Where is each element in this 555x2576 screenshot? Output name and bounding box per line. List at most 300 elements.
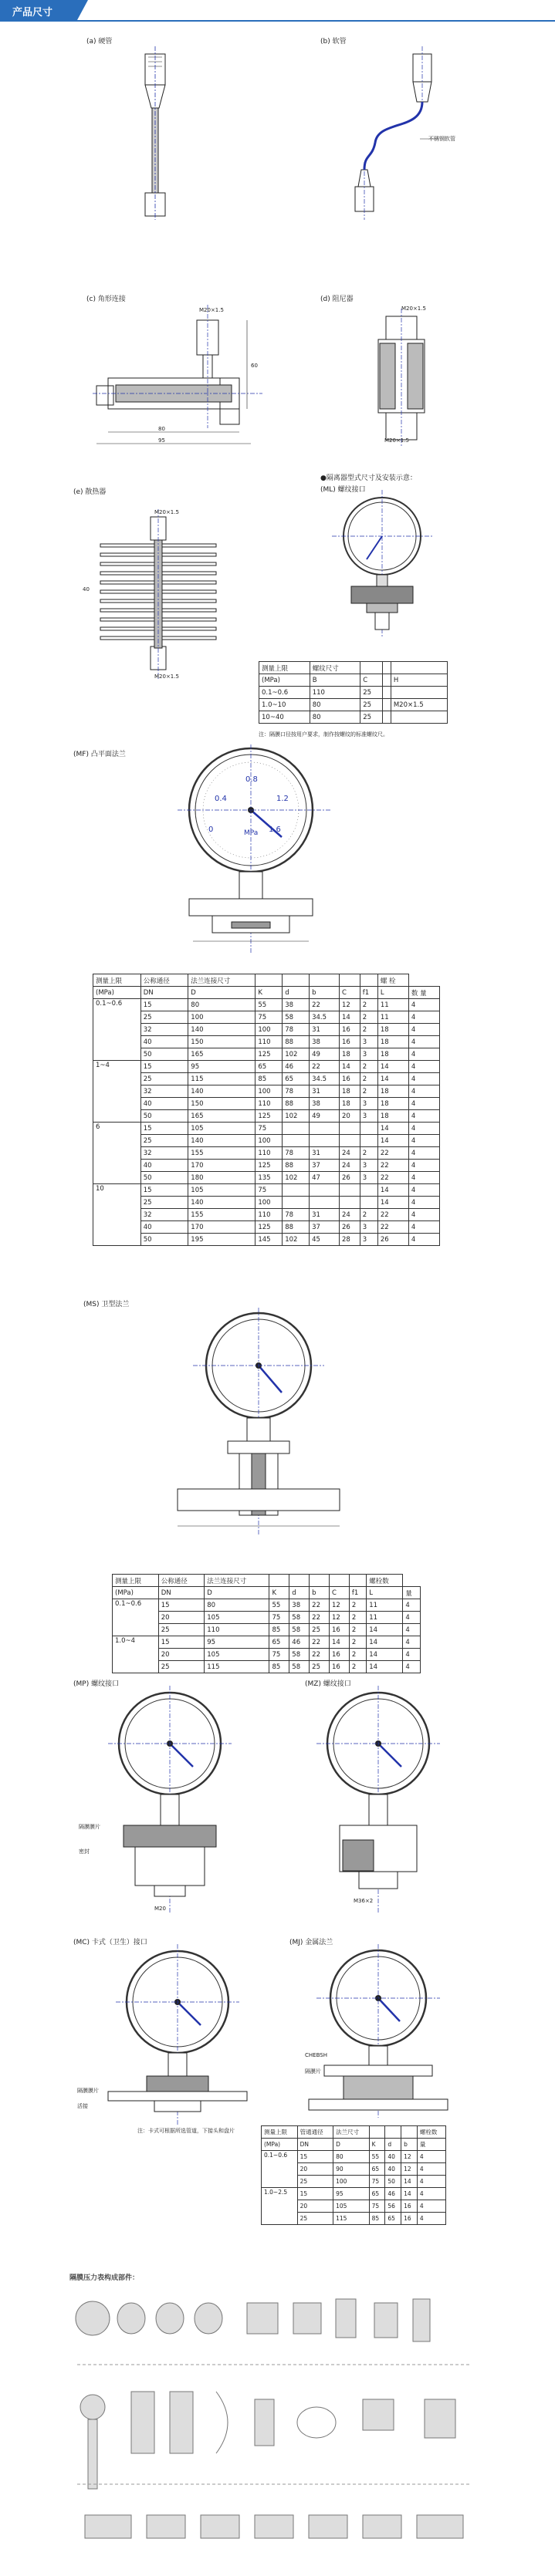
table-cell: [382, 674, 391, 687]
table-cell: 15: [158, 1636, 205, 1649]
table-cell: 4: [417, 2200, 445, 2213]
table-cell: 15: [140, 1123, 188, 1135]
table-cell: 110: [256, 1147, 283, 1160]
table-cell: 公称通径: [140, 974, 188, 987]
table-cell: 4: [403, 1636, 421, 1649]
table-cell: 34.5: [310, 1073, 340, 1085]
caption-ms: (MS) 卫型法兰: [83, 1301, 130, 1308]
table-cell: K: [369, 2139, 385, 2151]
table-cell: 58: [283, 1011, 310, 1024]
mj-gauge-drawing: [309, 1948, 448, 2125]
table-cell: [339, 1123, 360, 1135]
table-cell: 46: [289, 1636, 310, 1649]
table-cell: 80: [310, 711, 360, 724]
table-cell: 1.0~10: [259, 699, 310, 711]
table-cell: 16: [339, 1073, 360, 1085]
table-cell: 150: [188, 1098, 256, 1110]
mz-gauge-drawing: [316, 1690, 440, 1921]
table-cell: 3: [360, 1048, 377, 1061]
table-cell: 37: [310, 1221, 340, 1234]
table-cell: [360, 662, 382, 674]
table-row: [93, 1147, 440, 1160]
table-cell: 15: [140, 1061, 188, 1073]
table-cell: 75: [269, 1612, 289, 1624]
table-cell: 22: [377, 1172, 408, 1184]
table-cell: 4: [417, 2188, 445, 2200]
table-cell: L: [377, 987, 408, 999]
table-cell: 25: [140, 1011, 188, 1024]
table-cell: 40: [140, 1036, 188, 1048]
table-cell: 法兰连接尺寸: [205, 1575, 269, 1587]
table-cell: 1.0~2.5: [262, 2188, 298, 2225]
table-cell: 165: [188, 1048, 256, 1061]
table-cell: 31: [310, 1085, 340, 1098]
table-cell: M20×1.5: [391, 699, 447, 711]
table-cell: 110: [205, 1624, 269, 1636]
table-cell: 18: [377, 1085, 408, 1098]
table-row: [262, 2126, 446, 2139]
table-cell: 4: [408, 1160, 439, 1172]
table-cell: (MPa): [113, 1587, 159, 1599]
mj-table: [261, 2125, 446, 2225]
table-cell: 4: [408, 1011, 439, 1024]
table-cell: 螺纹尺寸: [310, 662, 360, 674]
table-cell: 50: [140, 1110, 188, 1123]
table-cell: 2: [349, 1649, 366, 1661]
table-cell: 135: [256, 1172, 283, 1184]
angle-connection-drawing: [93, 305, 270, 451]
table-cell: 40: [140, 1160, 188, 1172]
table-cell: 25: [360, 699, 382, 711]
table-row: [262, 2151, 446, 2163]
table-cell: 105: [205, 1649, 269, 1661]
mf-gauge-unit: MPa: [244, 829, 259, 837]
table-cell: 31: [310, 1024, 340, 1036]
table-cell: 4: [408, 1147, 439, 1160]
table-cell: 14: [367, 1649, 403, 1661]
table-row: [113, 1587, 421, 1599]
table-cell: 法兰连接尺寸: [188, 974, 256, 987]
ms-gauge-drawing: [185, 1312, 371, 1543]
table-cell: 1~4: [93, 1061, 141, 1123]
table-cell: 100: [333, 2176, 369, 2188]
table-cell: 12: [330, 1612, 350, 1624]
table-cell: 40: [140, 1221, 188, 1234]
table-row: [93, 1172, 440, 1184]
table-cell: 25: [360, 711, 382, 724]
table-cell: 75: [369, 2176, 385, 2188]
table-cell: 22: [377, 1209, 408, 1221]
table-cell: 49: [310, 1048, 340, 1061]
table-cell: 25: [140, 1073, 188, 1085]
table-cell: 18: [377, 1098, 408, 1110]
table-cell: 78: [283, 1024, 310, 1036]
table-cell: 110: [256, 1209, 283, 1221]
mp-label-a: 隔膜膜片: [79, 1824, 100, 1830]
table-cell: 2: [349, 1624, 366, 1636]
table-cell: D: [205, 1587, 269, 1599]
table-row: [93, 1135, 440, 1147]
table-cell: K: [269, 1587, 289, 1599]
mj-label-a: CHEBSH: [305, 2052, 327, 2058]
table-cell: 26: [339, 1172, 360, 1184]
table-cell: 32: [140, 1209, 188, 1221]
table-cell: 78: [283, 1085, 310, 1098]
table-cell: 3: [360, 1221, 377, 1234]
table-cell: 4: [408, 1184, 439, 1197]
table-cell: 3: [360, 1098, 377, 1110]
table-cell: b: [401, 2139, 418, 2151]
table-cell: 45: [310, 1234, 340, 1246]
table-cell: 14: [377, 1123, 408, 1135]
table-cell: [330, 1575, 350, 1587]
table-cell: 32: [140, 1024, 188, 1036]
table-cell: 80: [333, 2151, 369, 2163]
table-cell: 4: [408, 1110, 439, 1123]
table-cell: [310, 1135, 340, 1147]
table-cell: 170: [188, 1160, 256, 1172]
table-cell: 75: [369, 2200, 385, 2213]
table-cell: 50: [140, 1234, 188, 1246]
table-row: [93, 1011, 440, 1024]
caption-c: (c) 角形连接: [86, 295, 126, 303]
table-cell: 165: [188, 1110, 256, 1123]
table-cell: 4: [417, 2213, 445, 2225]
table-cell: 20: [297, 2200, 333, 2213]
table-cell: 4: [403, 1624, 421, 1636]
table-cell: 50: [140, 1048, 188, 1061]
table-cell: L: [367, 1587, 403, 1599]
table-row: [93, 1036, 440, 1048]
table-cell: 115: [333, 2213, 369, 2225]
hard-pipe-drawing: [131, 46, 185, 220]
caption-mp: (MP) 螺纹接口: [73, 1680, 120, 1688]
table-cell: 58: [289, 1624, 310, 1636]
table-row: [93, 987, 440, 999]
table-cell: 25: [140, 1135, 188, 1147]
table-cell: 螺 栓: [377, 974, 408, 987]
table-cell: 0.1~0.6: [93, 999, 141, 1061]
table-cell: 14: [367, 1661, 403, 1673]
table-cell: 100: [256, 1197, 283, 1209]
note-title: ●隔离器型式尺寸及安装示意：: [320, 474, 417, 482]
table-cell: [360, 1184, 377, 1197]
table-cell: 78: [283, 1147, 310, 1160]
table-cell: [382, 699, 391, 711]
table-cell: 22: [310, 999, 340, 1011]
table-cell: 125: [256, 1110, 283, 1123]
table-cell: 10~40: [259, 711, 310, 724]
table-cell: 12: [339, 999, 360, 1011]
table-cell: 25: [158, 1624, 205, 1636]
table-cell: 40: [385, 2151, 401, 2163]
table-cell: [369, 2126, 385, 2139]
table-row: [113, 1661, 421, 1673]
table-cell: 140: [188, 1197, 256, 1209]
table-cell: 46: [283, 1061, 310, 1073]
radiator-drawing: [93, 517, 224, 671]
table-cell: 85: [269, 1624, 289, 1636]
table-cell: 0.1~0.6: [259, 687, 310, 699]
table-cell: [391, 662, 447, 674]
table-cell: 88: [283, 1098, 310, 1110]
table-cell: 88: [283, 1036, 310, 1048]
table-row: [93, 1024, 440, 1036]
table-cell: 18: [339, 1048, 360, 1061]
table-cell: 18: [377, 1110, 408, 1123]
table-cell: 40: [140, 1098, 188, 1110]
mf-gauge-n3: 1.2: [276, 795, 289, 803]
table-cell: 25: [310, 1624, 330, 1636]
table-cell: 18: [339, 1098, 360, 1110]
mp-label-b: 密封: [79, 1848, 90, 1855]
table-cell: [391, 687, 447, 699]
table-cell: 75: [269, 1649, 289, 1661]
table-cell: 50: [385, 2176, 401, 2188]
table-cell: [310, 1575, 330, 1587]
table-cell: 25: [297, 2176, 333, 2188]
hose-label: 不锈钢软管: [428, 136, 455, 142]
table-cell: [339, 1197, 360, 1209]
page-header: [0, 0, 555, 22]
table-cell: 20: [297, 2163, 333, 2176]
table-cell: 14: [401, 2176, 418, 2188]
table-cell: 22: [310, 1636, 330, 1649]
table-cell: 14: [377, 1135, 408, 1147]
table-cell: [339, 1135, 360, 1147]
table-cell: 4: [408, 1221, 439, 1234]
table-cell: [382, 711, 391, 724]
table-cell: 11: [367, 1612, 403, 1624]
table-cell: 量: [417, 2139, 445, 2151]
table-cell: 25: [158, 1661, 205, 1673]
table-cell: H: [391, 674, 447, 687]
table-row: [93, 999, 440, 1011]
table-cell: 55: [256, 999, 283, 1011]
table-cell: 38: [310, 1098, 340, 1110]
mf-table: [93, 974, 440, 1246]
table-cell: [360, 1135, 377, 1147]
table-cell: 测量上限: [262, 2126, 298, 2139]
table-row: [259, 711, 448, 724]
table-cell: 4: [408, 999, 439, 1011]
table-cell: 螺栓数: [417, 2126, 445, 2139]
caption-mz: (MZ) 螺纹接口: [305, 1680, 351, 1688]
table-cell: 88: [283, 1221, 310, 1234]
table-cell: 14: [339, 1061, 360, 1073]
table-cell: 140: [188, 1135, 256, 1147]
table-cell: [339, 974, 360, 987]
table-cell: 32: [140, 1085, 188, 1098]
caption-d: (d) 阻尼器: [320, 295, 354, 303]
table-cell: 16: [330, 1661, 350, 1673]
table-row: [93, 1160, 440, 1172]
table-cell: [349, 1575, 366, 1587]
table-cell: 4: [408, 1048, 439, 1061]
table-cell: 100: [256, 1135, 283, 1147]
table-cell: 102: [283, 1110, 310, 1123]
table-cell: 2: [349, 1661, 366, 1673]
table-cell: 34.5: [310, 1011, 340, 1024]
table-cell: 螺栓数: [367, 1575, 403, 1587]
table-cell: 55: [269, 1599, 289, 1612]
table-cell: 11: [377, 999, 408, 1011]
table-cell: 20: [158, 1649, 205, 1661]
table-cell: 110: [310, 687, 360, 699]
table-row: [93, 1098, 440, 1110]
table-cell: 14: [401, 2188, 418, 2200]
table-cell: 22: [310, 1599, 330, 1612]
table-cell: 65: [269, 1636, 289, 1649]
table-row: [262, 2188, 446, 2200]
table-cell: 80: [188, 999, 256, 1011]
table-cell: 102: [283, 1234, 310, 1246]
table-cell: [360, 1123, 377, 1135]
table-row: [113, 1636, 421, 1649]
table-cell: 4: [408, 1061, 439, 1073]
table-cell: 195: [188, 1234, 256, 1246]
table-cell: K: [256, 987, 283, 999]
table-cell: 12: [401, 2151, 418, 2163]
table-cell: 78: [283, 1209, 310, 1221]
table-cell: 4: [403, 1599, 421, 1612]
table-cell: 测量上限: [93, 974, 141, 987]
table-cell: d: [385, 2139, 401, 2151]
table-cell: 12: [401, 2163, 418, 2176]
table-cell: 2: [349, 1612, 366, 1624]
mf-gauge-n0: 0: [208, 825, 214, 834]
table-cell: 95: [205, 1636, 269, 1649]
table-cell: d: [289, 1587, 310, 1599]
table-row: [113, 1575, 421, 1587]
table-cell: 4: [403, 1612, 421, 1624]
table-cell: 105: [188, 1123, 256, 1135]
table-cell: 15: [140, 1184, 188, 1197]
table-cell: [382, 687, 391, 699]
table-cell: 115: [205, 1661, 269, 1673]
table-cell: 公称通径: [158, 1575, 205, 1587]
table-cell: 22: [310, 1649, 330, 1661]
page-title: 产品尺寸: [0, 0, 77, 20]
table-cell: f1: [360, 987, 377, 999]
table-cell: 100: [256, 1085, 283, 1098]
table-cell: D: [333, 2139, 369, 2151]
table-cell: [339, 1184, 360, 1197]
table-cell: B: [310, 674, 360, 687]
table-cell: 28: [339, 1234, 360, 1246]
table-cell: 4: [403, 1661, 421, 1673]
table-cell: 22: [377, 1221, 408, 1234]
table-row: [93, 1061, 440, 1073]
table-cell: 125: [256, 1221, 283, 1234]
table-cell: 2: [360, 1061, 377, 1073]
table-cell: 4: [408, 1123, 439, 1135]
table-cell: 110: [256, 1036, 283, 1048]
table-cell: 4: [408, 1036, 439, 1048]
table-cell: C: [339, 987, 360, 999]
table-cell: 22: [310, 1061, 340, 1073]
table-cell: 11: [367, 1599, 403, 1612]
table-row: [259, 662, 448, 674]
table-row: [93, 1197, 440, 1209]
table-cell: 32: [140, 1147, 188, 1160]
table-cell: 2: [360, 1147, 377, 1160]
dim-80: 80: [158, 426, 165, 432]
table-cell: 16: [339, 1024, 360, 1036]
table-cell: 22: [310, 1612, 330, 1624]
dim-m20-d2: M20×1.5: [384, 437, 409, 444]
table-cell: 25: [360, 687, 382, 699]
table-cell: [283, 1197, 310, 1209]
table-cell: 2: [360, 1011, 377, 1024]
mc-note: 注：卡式可根据所选管道，下接头和盘片: [137, 2128, 235, 2134]
table-cell: 47: [310, 1172, 340, 1184]
table-cell: 58: [289, 1612, 310, 1624]
table-cell: 11: [377, 1011, 408, 1024]
table-cell: 4: [408, 1073, 439, 1085]
table-cell: [310, 1184, 340, 1197]
table-row: [93, 1085, 440, 1098]
table-cell: 85: [256, 1073, 283, 1085]
table-cell: 4: [408, 1135, 439, 1147]
table-cell: 38: [310, 1036, 340, 1048]
table-row: [93, 1123, 440, 1135]
mp-label-d: M20: [154, 1906, 166, 1912]
accessories-title: 隔膜压力表构成部件：: [69, 2274, 140, 2282]
table-cell: [360, 1197, 377, 1209]
mc-label-b: 活接: [77, 2103, 88, 2109]
table-cell: 20: [158, 1612, 205, 1624]
table-cell: 4: [408, 1209, 439, 1221]
table-cell: 22: [377, 1147, 408, 1160]
table-cell: [283, 1135, 310, 1147]
table-cell: 管通通径: [297, 2126, 333, 2139]
table-cell: 2: [360, 999, 377, 1011]
table-cell: 16: [339, 1036, 360, 1048]
caption-ml: (ML) 螺纹接口: [320, 486, 366, 494]
table-cell: 37: [310, 1160, 340, 1172]
dim-40: 40: [83, 586, 90, 593]
table-cell: 90: [333, 2163, 369, 2176]
mf-gauge-n2: 0.8: [245, 775, 258, 784]
table-cell: 14: [339, 1011, 360, 1024]
table-cell: 4: [408, 1197, 439, 1209]
table-cell: 4: [408, 1024, 439, 1036]
mp-gauge-drawing: [108, 1690, 232, 1921]
table-row: [93, 1073, 440, 1085]
table-cell: [289, 1575, 310, 1587]
table-cell: 1.0~4: [113, 1636, 159, 1673]
table-cell: 14: [330, 1636, 350, 1649]
table-cell: 65: [369, 2163, 385, 2176]
table-cell: (MPa): [262, 2139, 298, 2151]
table-row: [113, 1599, 421, 1612]
table-cell: 25: [310, 1661, 330, 1673]
table-cell: 105: [205, 1612, 269, 1624]
mf-gauge-n4: 1.6: [269, 825, 281, 834]
table-cell: 140: [188, 1085, 256, 1098]
table-cell: 95: [333, 2188, 369, 2200]
table-cell: 20: [339, 1110, 360, 1123]
table-cell: 数 量: [408, 987, 439, 999]
table-cell: 18: [377, 1024, 408, 1036]
table-cell: [382, 662, 391, 674]
table-row: [93, 1184, 440, 1197]
table-cell: 2: [349, 1636, 366, 1649]
table-row: [93, 1048, 440, 1061]
accessories-illustration: [69, 2284, 486, 2569]
table-cell: 26: [377, 1234, 408, 1246]
